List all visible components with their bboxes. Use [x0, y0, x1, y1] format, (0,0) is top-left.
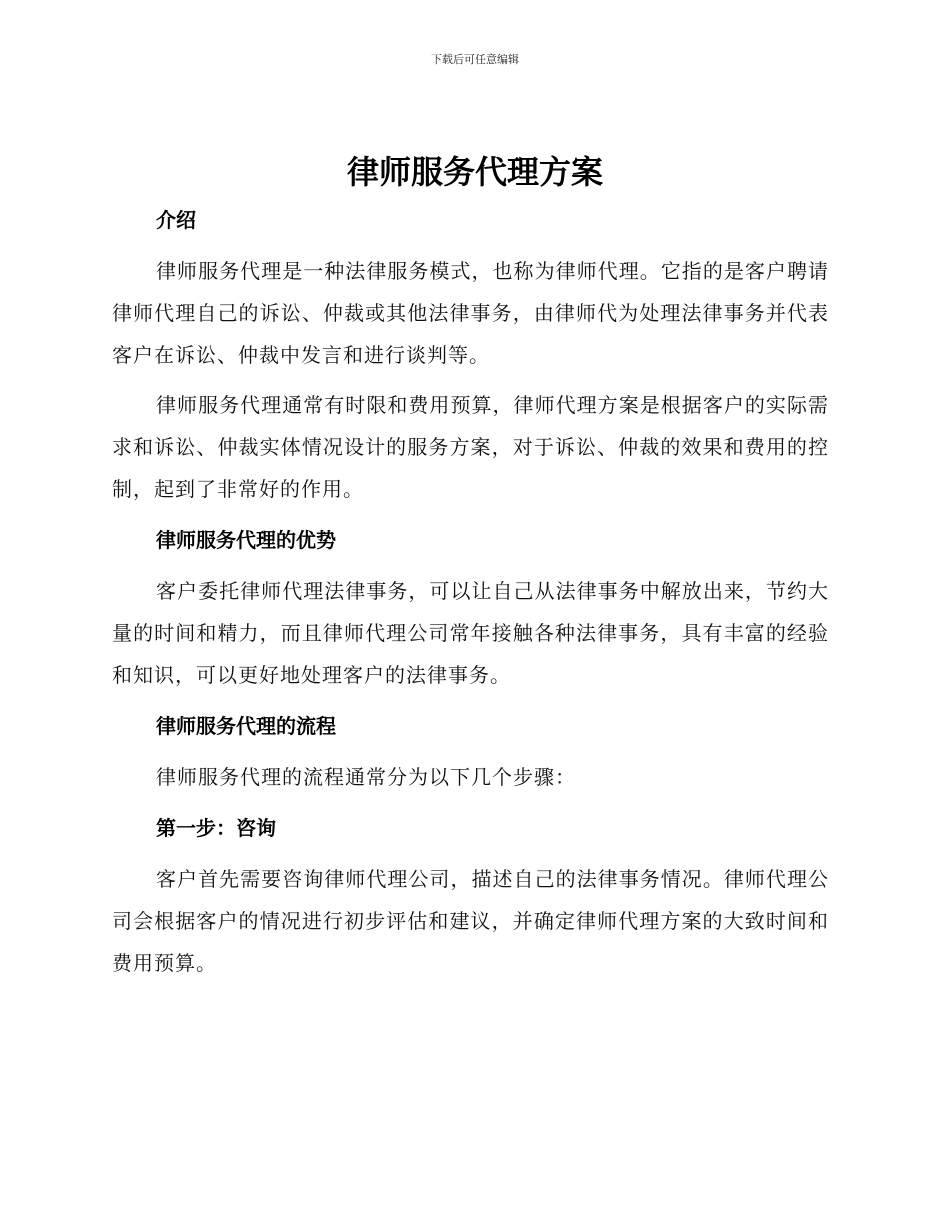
intro-paragraph-2: 律师服务代理通常有时限和费用预算，律师代理方案是根据客户的实际需求和诉讼、仲裁实体情况设计的服务方案，对于诉讼、仲裁的效果和费用的控制，起到了非常好的作用。	[112, 393, 829, 501]
running-header: 下载后可任意编辑	[431, 53, 519, 66]
section-heading-intro: 介绍	[156, 208, 196, 232]
step1-paragraph: 客户首先需要咨询律师代理公司，描述自己的法律事务情况。律师代理公司会根据客户的情况进行初步评估和建议，并确定律师代理方案的大致时间和费用预算。	[112, 867, 829, 975]
document-title: 律师服务代理方案	[346, 153, 603, 191]
process-paragraph: 律师服务代理的流程通常分为以下几个步骤：	[156, 765, 576, 789]
intro-paragraph-1: 律师服务代理是一种法律服务模式，也称为律师代理。它指的是客户聘请律师代理自己的诉讼、仲裁或其他法律事务，由律师代为处理法律事务并代表客户在诉讼、仲裁中发言和进行谈判等。	[112, 259, 829, 367]
document-body	[112, 198, 829, 992]
section-heading-advantage: 律师服务代理的优势	[156, 528, 336, 552]
section-heading-step1: 第一步：咨询	[156, 816, 276, 840]
advantage-paragraph: 客户委托律师代理法律事务，可以让自己从法律事务中解放出来，节约大量的时间和精力，而且律师代理公司常年接触各种法律事务，具有丰富的经验和知识，可以更好地处理客户的法律事务。	[112, 579, 829, 687]
section-heading-process: 律师服务代理的流程	[156, 714, 336, 738]
